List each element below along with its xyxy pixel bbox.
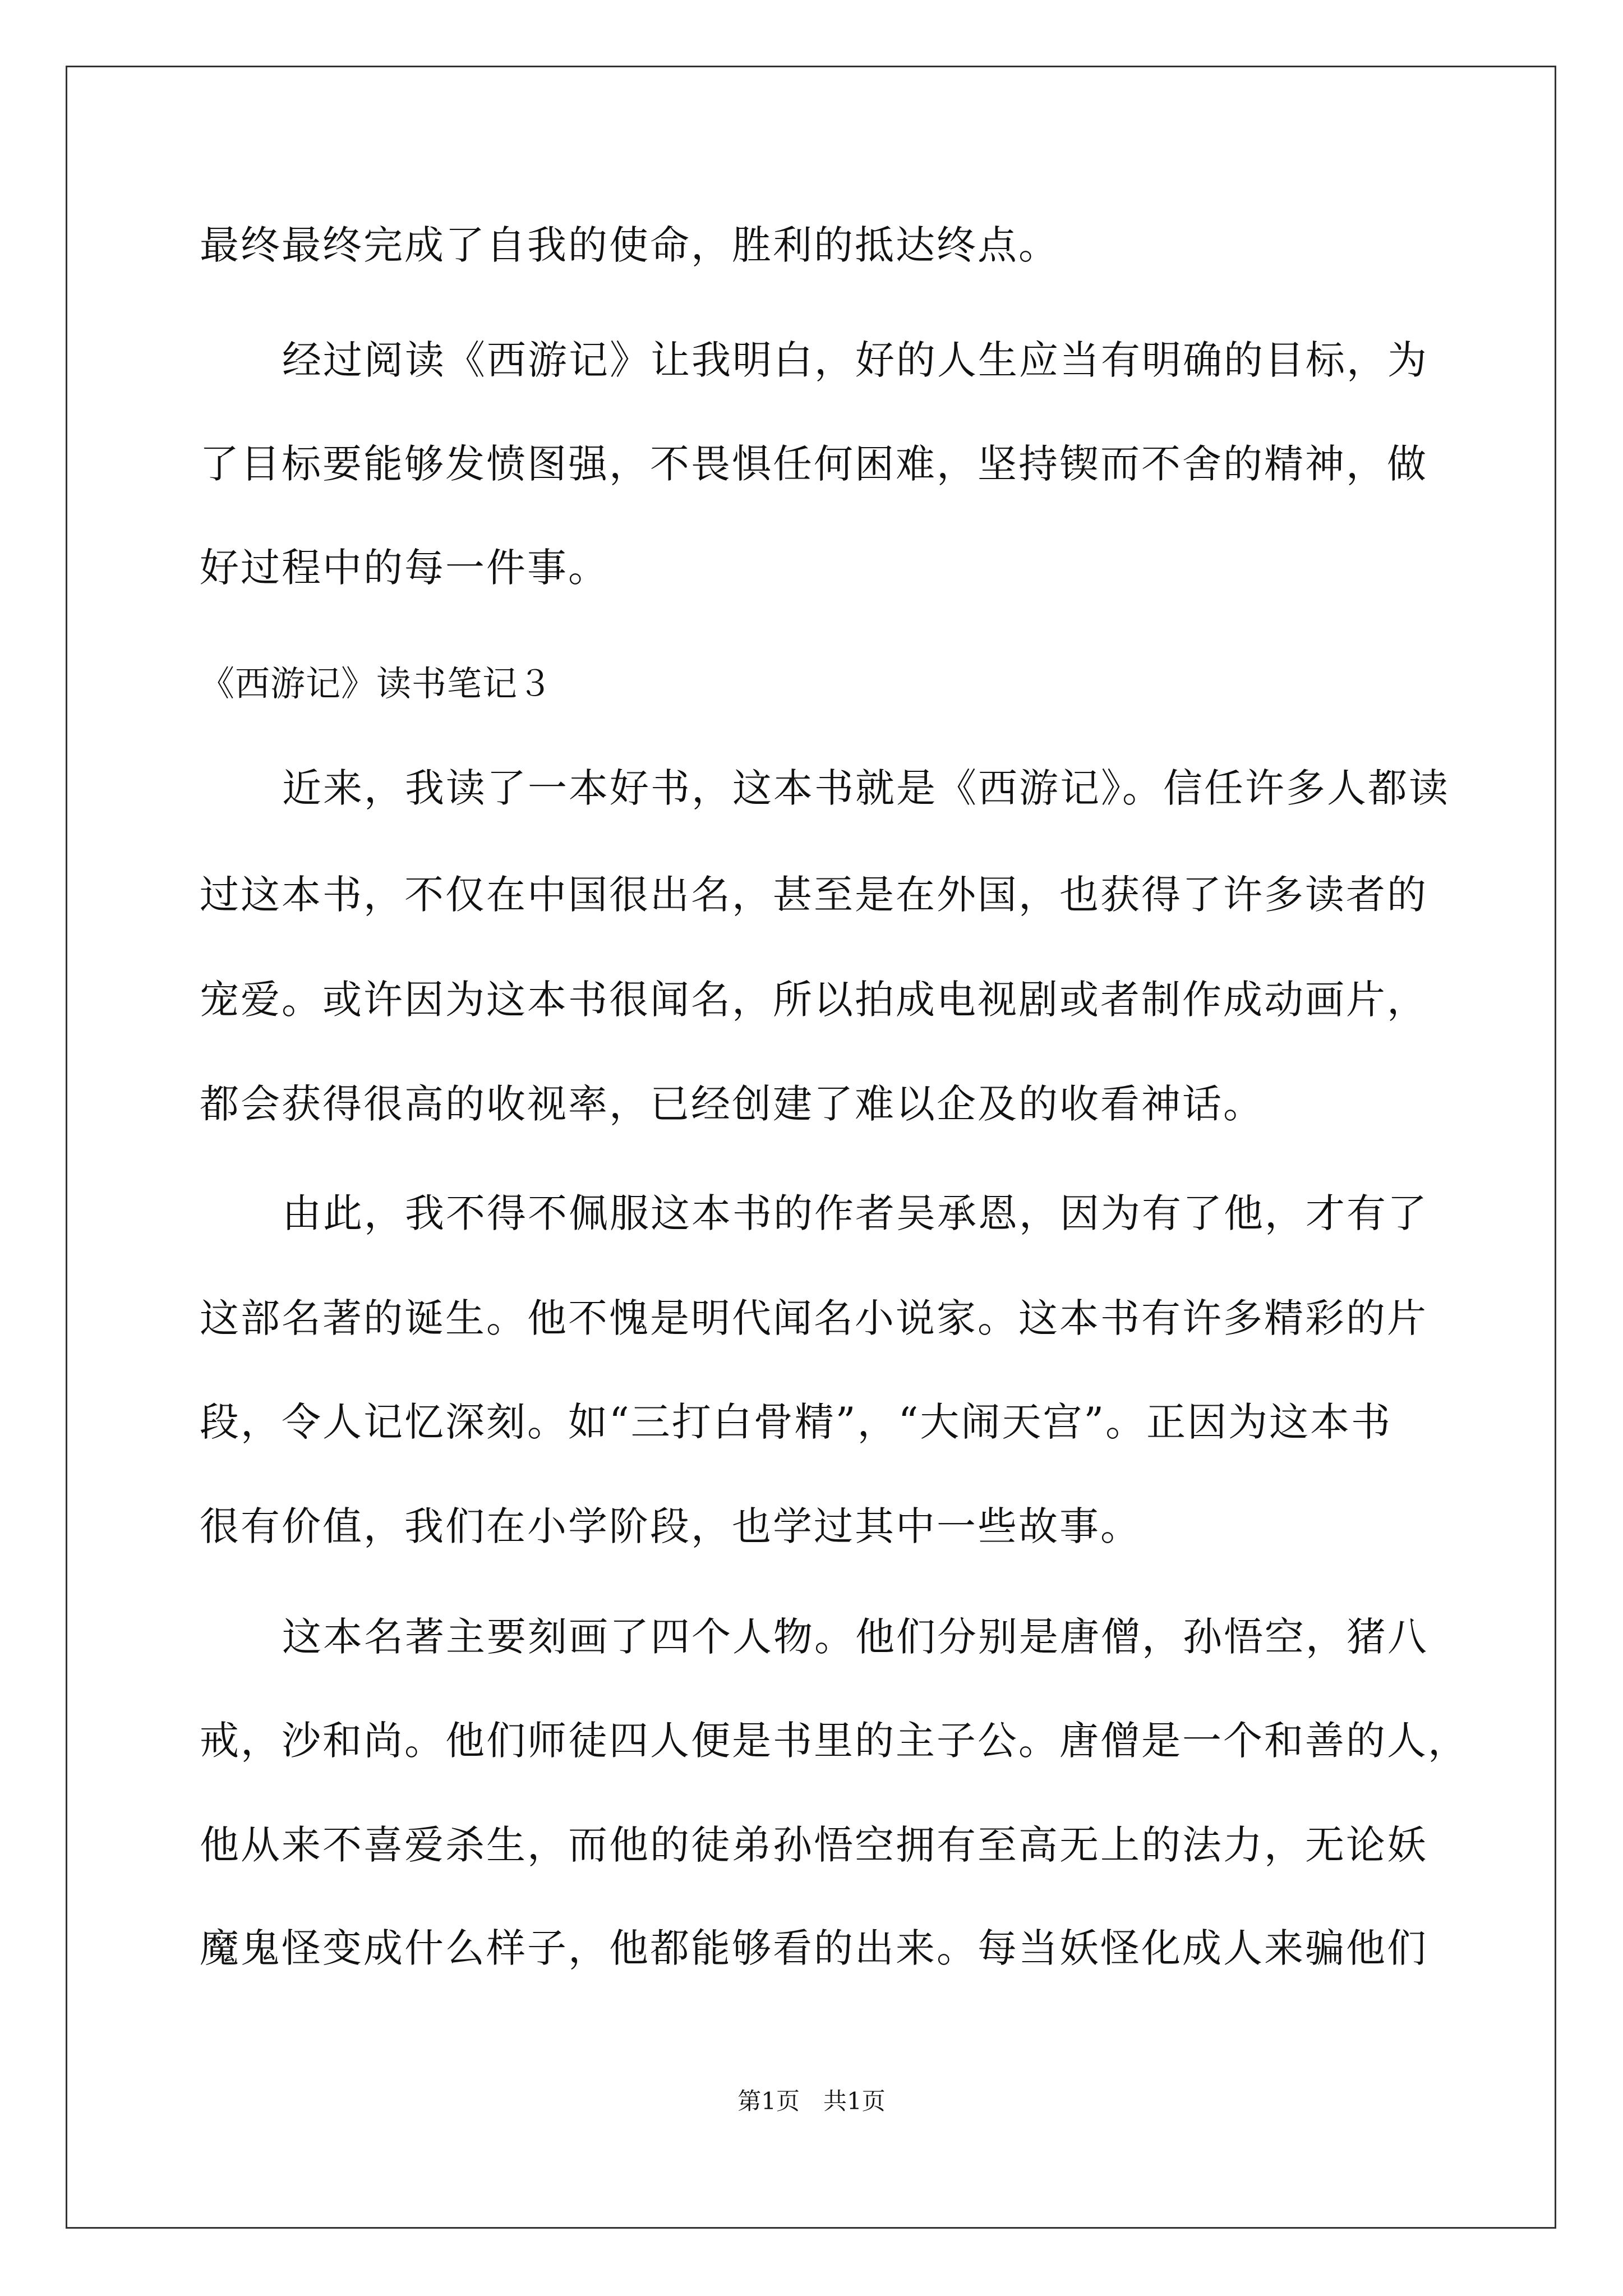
paragraph-line: 经过阅读《西游记》让我明白，好的人生应当有明确的目标，为	[282, 337, 1428, 383]
page-number: 第1页 共1页	[737, 2087, 886, 2115]
paragraph-line: 这本名著主要刻画了四个人物。他们分别是唐僧，孙悟空，猪八	[282, 1614, 1428, 1660]
paragraph-line: 最终最终完成了自我的使命，胜利的抵达终点。	[200, 222, 1059, 268]
section-heading: 《西游记》读书笔记３	[200, 663, 554, 704]
paragraph-line: 段，令人记忆深刻。如“三打白骨精”，“大闹天宫”。正因为这本书	[200, 1399, 1393, 1445]
paragraph-line: 了目标要能够发愤图强，不畏惧任何困难，坚持锲而不舍的精神，做	[200, 441, 1428, 487]
paragraph-line: 魔鬼怪变成什么样子，他都能够看的出来。每当妖怪化成人来骗他们	[200, 1925, 1428, 1971]
paragraph-line: 过这本书，不仅在中国很出名，甚至是在外国，也获得了许多读者的	[200, 872, 1428, 918]
paragraph-line: 这部名著的诞生。他不愧是明代闻名小说家。这本书有许多精彩的片	[200, 1295, 1428, 1341]
paragraph-line: 戒，沙和尚。他们师徒四人便是书里的主子公。唐僧是一个和善的人，	[200, 1718, 1469, 1764]
paragraph-line: 由此，我不得不佩服这本书的作者吴承恩，因为有了他，才有了	[282, 1190, 1428, 1236]
paragraph-line: 很有价值，我们在小学阶段，也学过其中一些故事。	[200, 1503, 1141, 1549]
paragraph-line: 都会获得很高的收视率，已经创建了难以企及的收看神话。	[200, 1081, 1264, 1127]
paragraph-line: 近来，我读了一本好书，这本书就是《西游记》。信任许多人都读	[282, 765, 1450, 811]
paragraph-line: 宠爱。或许因为这本书很闻名，所以拍成电视剧或者制作成动画片，	[200, 977, 1428, 1023]
paragraph-line: 好过程中的每一件事。	[200, 545, 609, 591]
paragraph-line: 他从来不喜爱杀生，而他的徒弟孙悟空拥有至高无上的法力，无论妖	[200, 1822, 1428, 1868]
page-border	[66, 66, 1556, 2229]
